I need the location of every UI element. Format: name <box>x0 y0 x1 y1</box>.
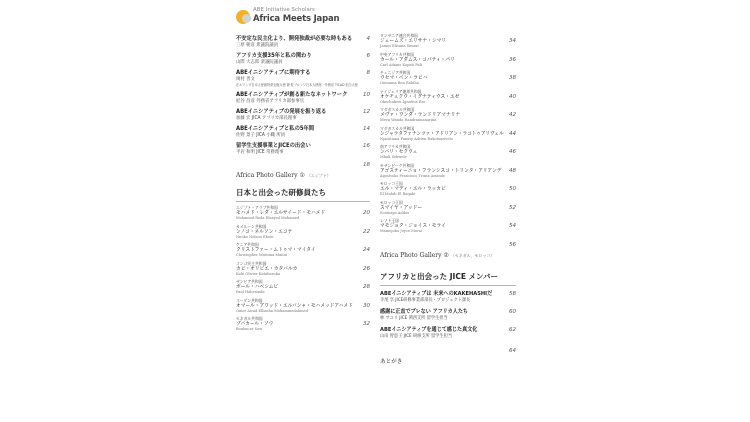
trainee-entry[interactable] <box>380 218 516 234</box>
trainee-name-romaji: El Mahdi El Raqabi <box>380 192 416 196</box>
page-number: 64 <box>509 347 516 354</box>
trainee-name-romaji: James Elisana Simari <box>380 44 419 48</box>
entry-author: 寺尾 享 JICE研修事業部部長・プロジェクト課長 <box>380 297 471 303</box>
trainee-country: エジプト・アラブ共和国 <box>236 205 278 210</box>
afterword-entry[interactable] <box>380 348 516 367</box>
trainee-name-ja: スマイヤ・アッドー <box>380 204 423 211</box>
trainee-name-ja: マモジョク・ジョイス・モライ <box>380 223 446 229</box>
trainee-name-ja: クリストファー・ムトゥマ・マイタイ <box>236 247 316 253</box>
trainee-country: マダガスカル共和国 <box>380 125 415 131</box>
left-column <box>236 36 370 332</box>
trainee-name-romaji: Meva Wanda Randriamanarina <box>380 118 437 122</box>
trainee-country: セネガル共和国 <box>236 316 263 321</box>
page-number: 12 <box>363 109 370 115</box>
logo-title: Africa Meets Japan <box>253 14 340 24</box>
trainee-entry[interactable] <box>380 89 516 105</box>
trainee-name-romaji: Mbali Sekwele <box>380 155 407 159</box>
page-number: 34 <box>509 38 516 44</box>
entry-title: ABEイニシアティブは 未来へのKAKEHASHIだ <box>380 290 493 297</box>
page-number: 26 <box>363 265 370 272</box>
logo-mark-secondary-icon <box>242 14 251 23</box>
entry-author: 林 サユリ JICE 関西支所 留学生担当 <box>380 315 448 321</box>
page-number: 60 <box>509 308 516 315</box>
page-number: 42 <box>509 112 516 118</box>
entry-author: 山田 智恵子 JICE 研修支所 留学生担当 <box>380 333 453 339</box>
page-number: 50 <box>509 186 516 192</box>
trainee-entry[interactable] <box>236 242 370 258</box>
gallery-entry-1[interactable] <box>236 162 370 181</box>
trainee-name-romaji: Boubacar Sow <box>236 327 263 331</box>
page-number: 28 <box>363 284 370 290</box>
page-number: 16 <box>363 143 370 149</box>
page-number: 18 <box>363 162 370 168</box>
toc-entry[interactable] <box>236 126 370 139</box>
section-heading-trainees: 日本と出会った研修員たち <box>236 187 370 202</box>
page-number: 20 <box>363 210 370 216</box>
trainee-name-ja: ウセマ・ベン・ラビハ <box>380 75 428 81</box>
section-heading-jice: アフリカと出会った JICE メンバー <box>380 271 516 286</box>
trainee-name-romaji: Mamojoku Joyce Morai <box>380 229 423 233</box>
trainee-name-ja: ポール・ハベシムビ <box>236 284 279 290</box>
trainee-entry[interactable] <box>380 200 516 216</box>
trainee-name-ja: メヴァ・ワンダ・ランドリアマナリナ <box>380 112 461 118</box>
trainee-name-romaji: Omer Awad Elbasha Mohammedahmed <box>236 308 308 313</box>
trainee-entry[interactable] <box>236 298 370 314</box>
page-number: 6 <box>366 53 370 59</box>
trainee-country: スーダン共和国 <box>236 297 263 303</box>
trainee-name-romaji: Kabi Olivier Katabaruka <box>236 271 281 276</box>
trainee-name-romaji: Agostinho Francisco Trinta Ariande <box>380 173 446 178</box>
toc-entry[interactable] <box>236 53 370 66</box>
page-number: 46 <box>509 149 516 155</box>
trainee-entry[interactable] <box>380 33 516 49</box>
trainee-name-ja: カビ・オリビエ・カタバルカ <box>236 265 298 272</box>
page-number: 36 <box>509 56 516 63</box>
logo <box>236 7 356 27</box>
page-number: 14 <box>363 126 370 132</box>
entry-title: ABEイニシアティブが創る新たなネットワーク <box>236 92 348 98</box>
entry-author: 平岩 和明 JICE 常務理事 <box>236 150 284 155</box>
page-number: 22 <box>363 228 370 235</box>
entry-author: 紀谷 昌彦 外務省アフリカ部参事官 <box>236 99 305 104</box>
entry-title: ABEイニシアティブと私の5年間 <box>236 126 315 132</box>
entry-title: ABEイニシアティブに期待する <box>236 70 311 76</box>
page-number: 58 <box>509 290 516 297</box>
page-number: 24 <box>363 247 370 253</box>
entry-author: 加藤 宏 JICA アフリカ部長理事 <box>236 116 297 121</box>
page-number: 40 <box>509 93 516 100</box>
trainee-name-ja: アゴスティーニョ・フランシスコ・トリンタ・アリアンデ <box>380 167 502 174</box>
trainee-name-ja: モハメド・レダ・エルサイード・モハメド <box>236 210 326 216</box>
trainee-name-ja: オケチュクウ・イグナティウス・エゼ <box>380 93 460 100</box>
page-number: 62 <box>509 326 516 333</box>
page-number: 44 <box>509 130 516 137</box>
trainee-name-romaji: Njaratiana Fanaty Adrien Rakotoarivelo <box>380 136 453 141</box>
trainee-entry[interactable] <box>236 205 370 221</box>
trainee-name-ja: ジェームズ・エリサナ・シマリ <box>380 38 447 44</box>
trainee-name-romaji: Okechukwu Ignatius Eze <box>380 99 426 104</box>
trainee-country: 南アフリカ共和国 <box>380 144 411 149</box>
trainee-name-romaji: Christopher Mutuma Maitai <box>236 253 288 257</box>
entry-author: 岡村 善文 <box>236 77 255 82</box>
trainee-name-romaji: Soumaya Addou <box>380 210 410 215</box>
trainee-entry[interactable] <box>236 316 370 332</box>
trainee-country: モザンビーク共和国 <box>380 162 414 168</box>
entry-author: 三原 朝彦 衆議院議員 <box>236 43 279 48</box>
trainee-country: カメルーン共和国 <box>236 223 267 229</box>
trainee-entry[interactable] <box>380 107 516 123</box>
page-number: 54 <box>509 223 516 229</box>
trainee-entry[interactable] <box>380 52 516 68</box>
trainee-name-romaji: Mohamed Reda Elsayed Mohamed <box>236 216 300 220</box>
right-column <box>380 30 516 367</box>
trainee-entry[interactable] <box>236 261 370 277</box>
trainee-name-ja: ンジャラタファナンツァ・アドリアン・ラコトゥアリヴェル <box>380 130 504 137</box>
page-number: 56 <box>509 241 516 248</box>
page-number: 10 <box>363 92 370 98</box>
trainee-country: タンザニア連合共和国 <box>380 33 418 38</box>
trainee-name-romaji: Carl Adams Kopati Pali <box>380 62 422 67</box>
entry-author-detail: 在ルワンダ日本大使館特命全権大使 兼 駐ブルンジ日本大使館・外務省 TICAD 担当大使 <box>236 83 358 87</box>
trainee-entry[interactable] <box>380 126 516 142</box>
gallery-label: Africa Photo Gallery ② （セネガル、モロッコ） <box>380 251 495 259</box>
toc-entry[interactable] <box>236 70 370 88</box>
jice-entry[interactable] <box>380 291 516 304</box>
trainee-entry[interactable] <box>380 181 516 197</box>
trainee-country: ザンビア共和国 <box>236 279 263 284</box>
page-number: 52 <box>509 204 516 211</box>
page-number: 4 <box>366 36 370 42</box>
trainee-name-ja: カール・アダムス・コパティ・パリ <box>380 56 455 63</box>
entry-author: 佐野 景子 JICA 小職 所員 <box>236 133 286 138</box>
toc-entry[interactable] <box>236 92 370 105</box>
entry-title: ABEイニシアティブの発展を振り返る <box>236 109 327 115</box>
entry-title: 感謝に正直でプレない アフリカ人たち <box>380 308 469 315</box>
page-number: 30 <box>363 302 370 309</box>
trainee-entry[interactable] <box>380 163 516 179</box>
trainee-name-romaji: Oussama Ben Rabiha <box>380 81 419 85</box>
logo-subtitle: ABE Initiative Scholars <box>253 7 315 13</box>
entry-title: 留学生支援事業とJICEの出会い <box>236 143 311 149</box>
trainee-name-ja: ブバカール・ソウ <box>236 321 274 327</box>
page-number: 32 <box>363 321 370 327</box>
trainee-entry[interactable] <box>380 70 516 86</box>
page-number: 48 <box>509 167 516 174</box>
trainee-entry[interactable] <box>236 279 370 295</box>
trainee-name-romaji: Paul Habesimbi <box>236 290 265 294</box>
trainee-name-romaji: Nnoko Nelson Ekote <box>236 234 274 239</box>
trainee-country: ナイジェリア連邦共和国 <box>380 88 422 94</box>
page-number: 8 <box>366 70 370 76</box>
trainee-country: レソト王国 <box>380 218 399 223</box>
trainee-name-ja: オマール・アワッド・エルバシャ・モハメッドアハメド <box>236 302 353 309</box>
toc-entry[interactable] <box>236 36 370 49</box>
gallery-label: Africa Photo Gallery ① （エジプト） <box>236 172 331 179</box>
afterword-label: あとがき <box>380 358 403 365</box>
page-number: 38 <box>509 75 516 81</box>
toc-entry[interactable] <box>236 143 370 156</box>
trainee-name-ja: ンバリ・セクウェ <box>380 149 418 155</box>
trainee-country: 中央アフリカ共和国 <box>380 51 414 57</box>
trainee-country: ケニア共和国 <box>236 242 259 247</box>
toc-entry[interactable] <box>236 109 370 122</box>
trainee-name-ja: エル・マディ・エル・ラッカビ <box>380 186 446 192</box>
jice-entry[interactable] <box>380 327 516 340</box>
jice-entry[interactable] <box>380 309 516 322</box>
trainee-country: モロッコ王国 <box>380 181 403 186</box>
entry-author: 山際 大志郎 衆議院議員 <box>236 60 283 65</box>
trainee-entry[interactable] <box>380 144 516 160</box>
trainee-country: マダガスカル共和国 <box>380 107 415 112</box>
trainee-entry[interactable] <box>236 224 370 240</box>
trainee-name-ja: ンノコ・ネルソン・エコテ <box>236 228 293 235</box>
gallery-entry-2[interactable] <box>380 242 516 261</box>
entry-title: 不安定な民主化より、開発独裁が必要な時もある <box>236 36 353 42</box>
trainee-country: コンゴ民主共和国 <box>236 260 267 266</box>
trainee-country: モロッコ王国 <box>380 199 403 205</box>
trainee-country: チュニジア共和国 <box>380 70 411 75</box>
entry-title: アフリカ支援35年と私の関わり <box>236 53 312 59</box>
entry-title: ABEイニシアティブを通じて感じた真文化 <box>380 326 478 333</box>
